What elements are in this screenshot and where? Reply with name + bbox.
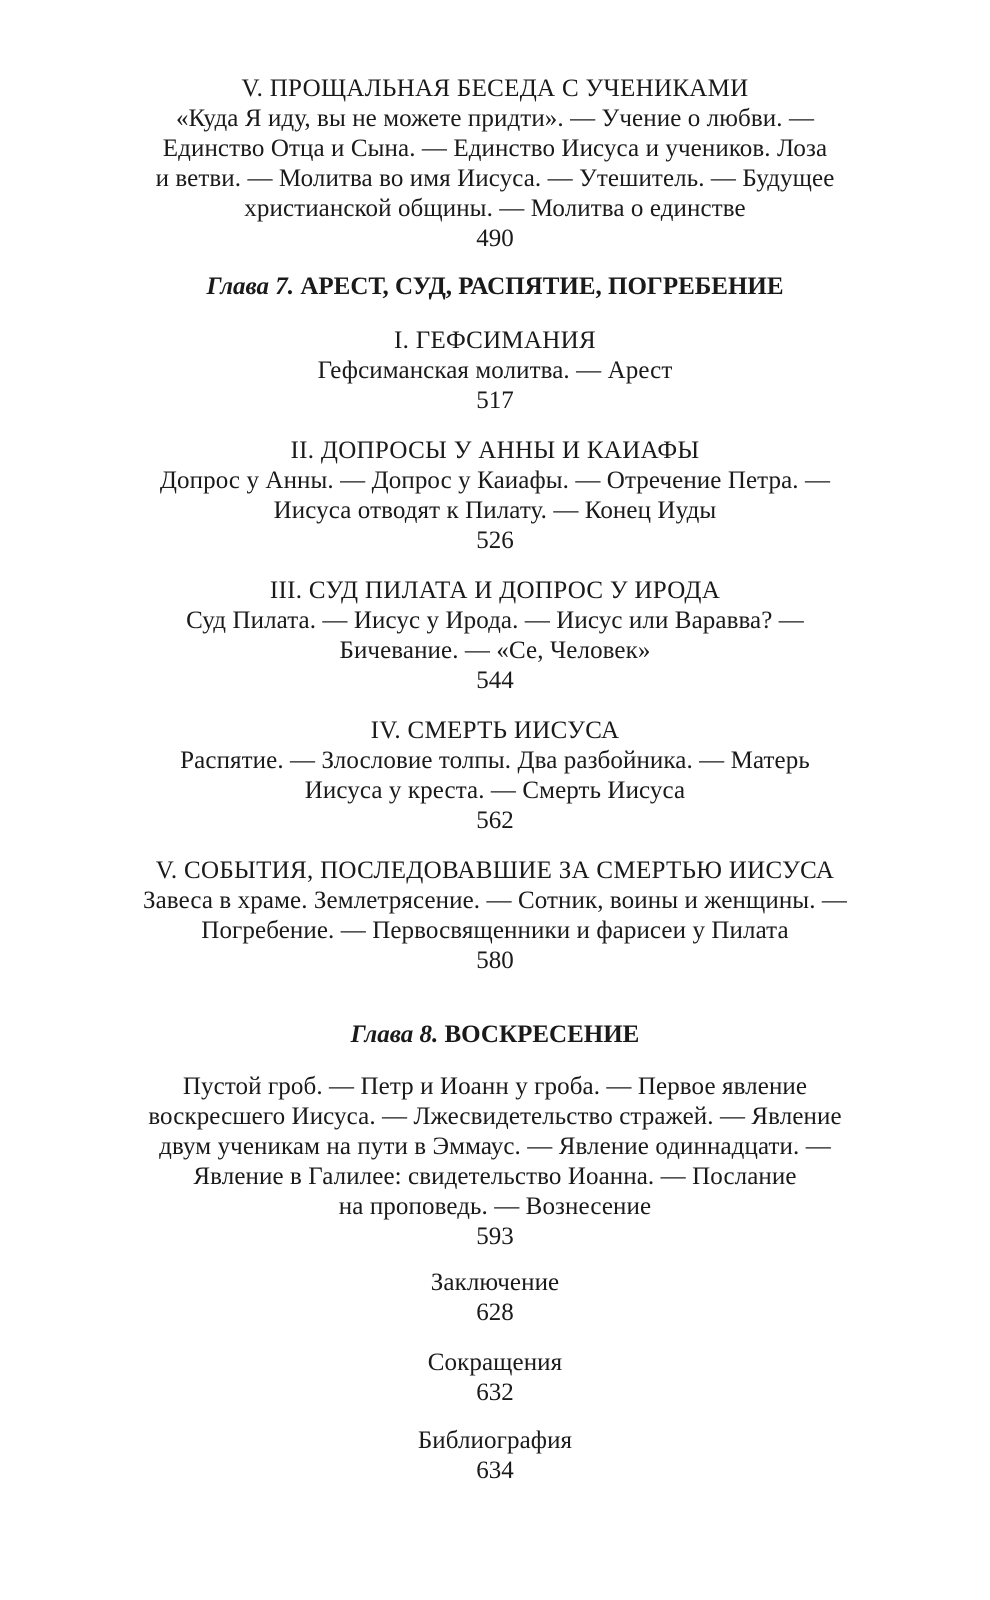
toc-section-gethsemane bbox=[0, 326, 990, 416]
page-number: 634 bbox=[476, 1457, 514, 1484]
section-line: Погребение. — Первосвященники и фарисеи у Пилата bbox=[201, 917, 789, 944]
page-number: 526 bbox=[476, 527, 514, 554]
section-heading: II. ДОПРОСЫ У АННЫ И КАИАФЫ bbox=[290, 437, 700, 464]
page-number: 632 bbox=[476, 1379, 514, 1406]
section-line: Суд Пилата. — Иисус у Ирода. — Иисус или Варавва? — bbox=[186, 607, 804, 634]
section-line: Иисуса у креста. — Смерть Иисуса bbox=[304, 777, 686, 804]
section-line: Допрос у Анны. — Допрос у Каиафы. — Отречение Петра. — bbox=[159, 467, 831, 494]
section-line: Распятие. — Злословие толпы. Два разбойника. — Матерь bbox=[180, 747, 810, 774]
page-number: 562 bbox=[476, 807, 514, 834]
section-line: Гефсиманская молитва. — Арест bbox=[317, 357, 673, 384]
toc-bibliography bbox=[0, 1426, 990, 1486]
page-number: 593 bbox=[476, 1223, 514, 1250]
chapter-title: АРЕСТ, СУД, РАСПЯТИЕ, ПОГРЕБЕНИЕ bbox=[300, 273, 784, 300]
chapter-7-heading bbox=[0, 272, 990, 302]
section-line: Бичевание. — «Се, Человек» bbox=[339, 637, 651, 664]
page-number: 628 bbox=[476, 1299, 514, 1326]
chapter-8-heading bbox=[0, 1020, 990, 1050]
chapter-label: Глава 8. bbox=[350, 1021, 439, 1048]
section-line: на проповедь. — Вознесение bbox=[338, 1193, 652, 1220]
section-heading: III. СУД ПИЛАТА И ДОПРОС У ИРОДА bbox=[269, 577, 721, 604]
section-line: воскресшего Иисуса. — Лжесвидетельство стражей. — Явление bbox=[148, 1103, 842, 1130]
section-line: Пустой гроб. — Петр и Иоанн у гроба. — Первое явление bbox=[182, 1073, 808, 1100]
toc-abbreviations bbox=[0, 1348, 990, 1408]
section-heading: V. ПРОЩАЛЬНАЯ БЕСЕДА С УЧЕНИКАМИ bbox=[241, 75, 749, 102]
toc-section-interrogations bbox=[0, 436, 990, 556]
section-line: Явление в Галилее: свидетельство Иоанна. — Послание bbox=[193, 1163, 797, 1190]
chapter-label: Глава 7. bbox=[206, 273, 295, 300]
toc-conclusion bbox=[0, 1268, 990, 1328]
section-heading: V. СОБЫТИЯ, ПОСЛЕДОВАВШИЕ ЗА СМЕРТЬЮ ИИСУСА bbox=[155, 857, 835, 884]
back-matter-title: Сокращения bbox=[427, 1349, 563, 1376]
toc-section-trial bbox=[0, 576, 990, 696]
toc-section-after-death bbox=[0, 856, 990, 976]
section-line: Иисуса отводят к Пилату. — Конец Иуды bbox=[273, 497, 717, 524]
back-matter-title: Библиография bbox=[417, 1427, 573, 1454]
section-line: двум ученикам на пути в Эммаус. — Явление одиннадцати. — bbox=[159, 1133, 831, 1160]
chapter-title: ВОСКРЕСЕНИЕ bbox=[444, 1021, 640, 1048]
toc-section-death bbox=[0, 716, 990, 836]
section-line: и ветви. — Молитва во имя Иисуса. — Утешитель. — Будущее bbox=[155, 165, 835, 192]
section-heading: IV. СМЕРТЬ ИИСУСА bbox=[370, 717, 620, 744]
section-line: христианской общины. — Молитва о единстве bbox=[244, 195, 746, 222]
page-number: 544 bbox=[476, 667, 514, 694]
section-line: «Куда Я иду, вы не можете придти». — Учение о любви. — bbox=[175, 105, 815, 132]
section-line: Единство Отца и Сына. — Единство Иисуса и учеников. Лоза bbox=[162, 135, 828, 162]
page-number: 580 bbox=[476, 947, 514, 974]
page-number: 490 bbox=[476, 225, 514, 252]
back-matter-title: Заключение bbox=[430, 1269, 560, 1296]
page-number: 517 bbox=[476, 387, 514, 414]
toc-section-resurrection bbox=[0, 1072, 990, 1252]
section-heading: I. ГЕФСИМАНИЯ bbox=[394, 327, 596, 354]
section-line: Завеса в храме. Землетрясение. — Сотник, воины и женщины. — bbox=[142, 887, 848, 914]
toc-section-farewell bbox=[0, 74, 990, 254]
